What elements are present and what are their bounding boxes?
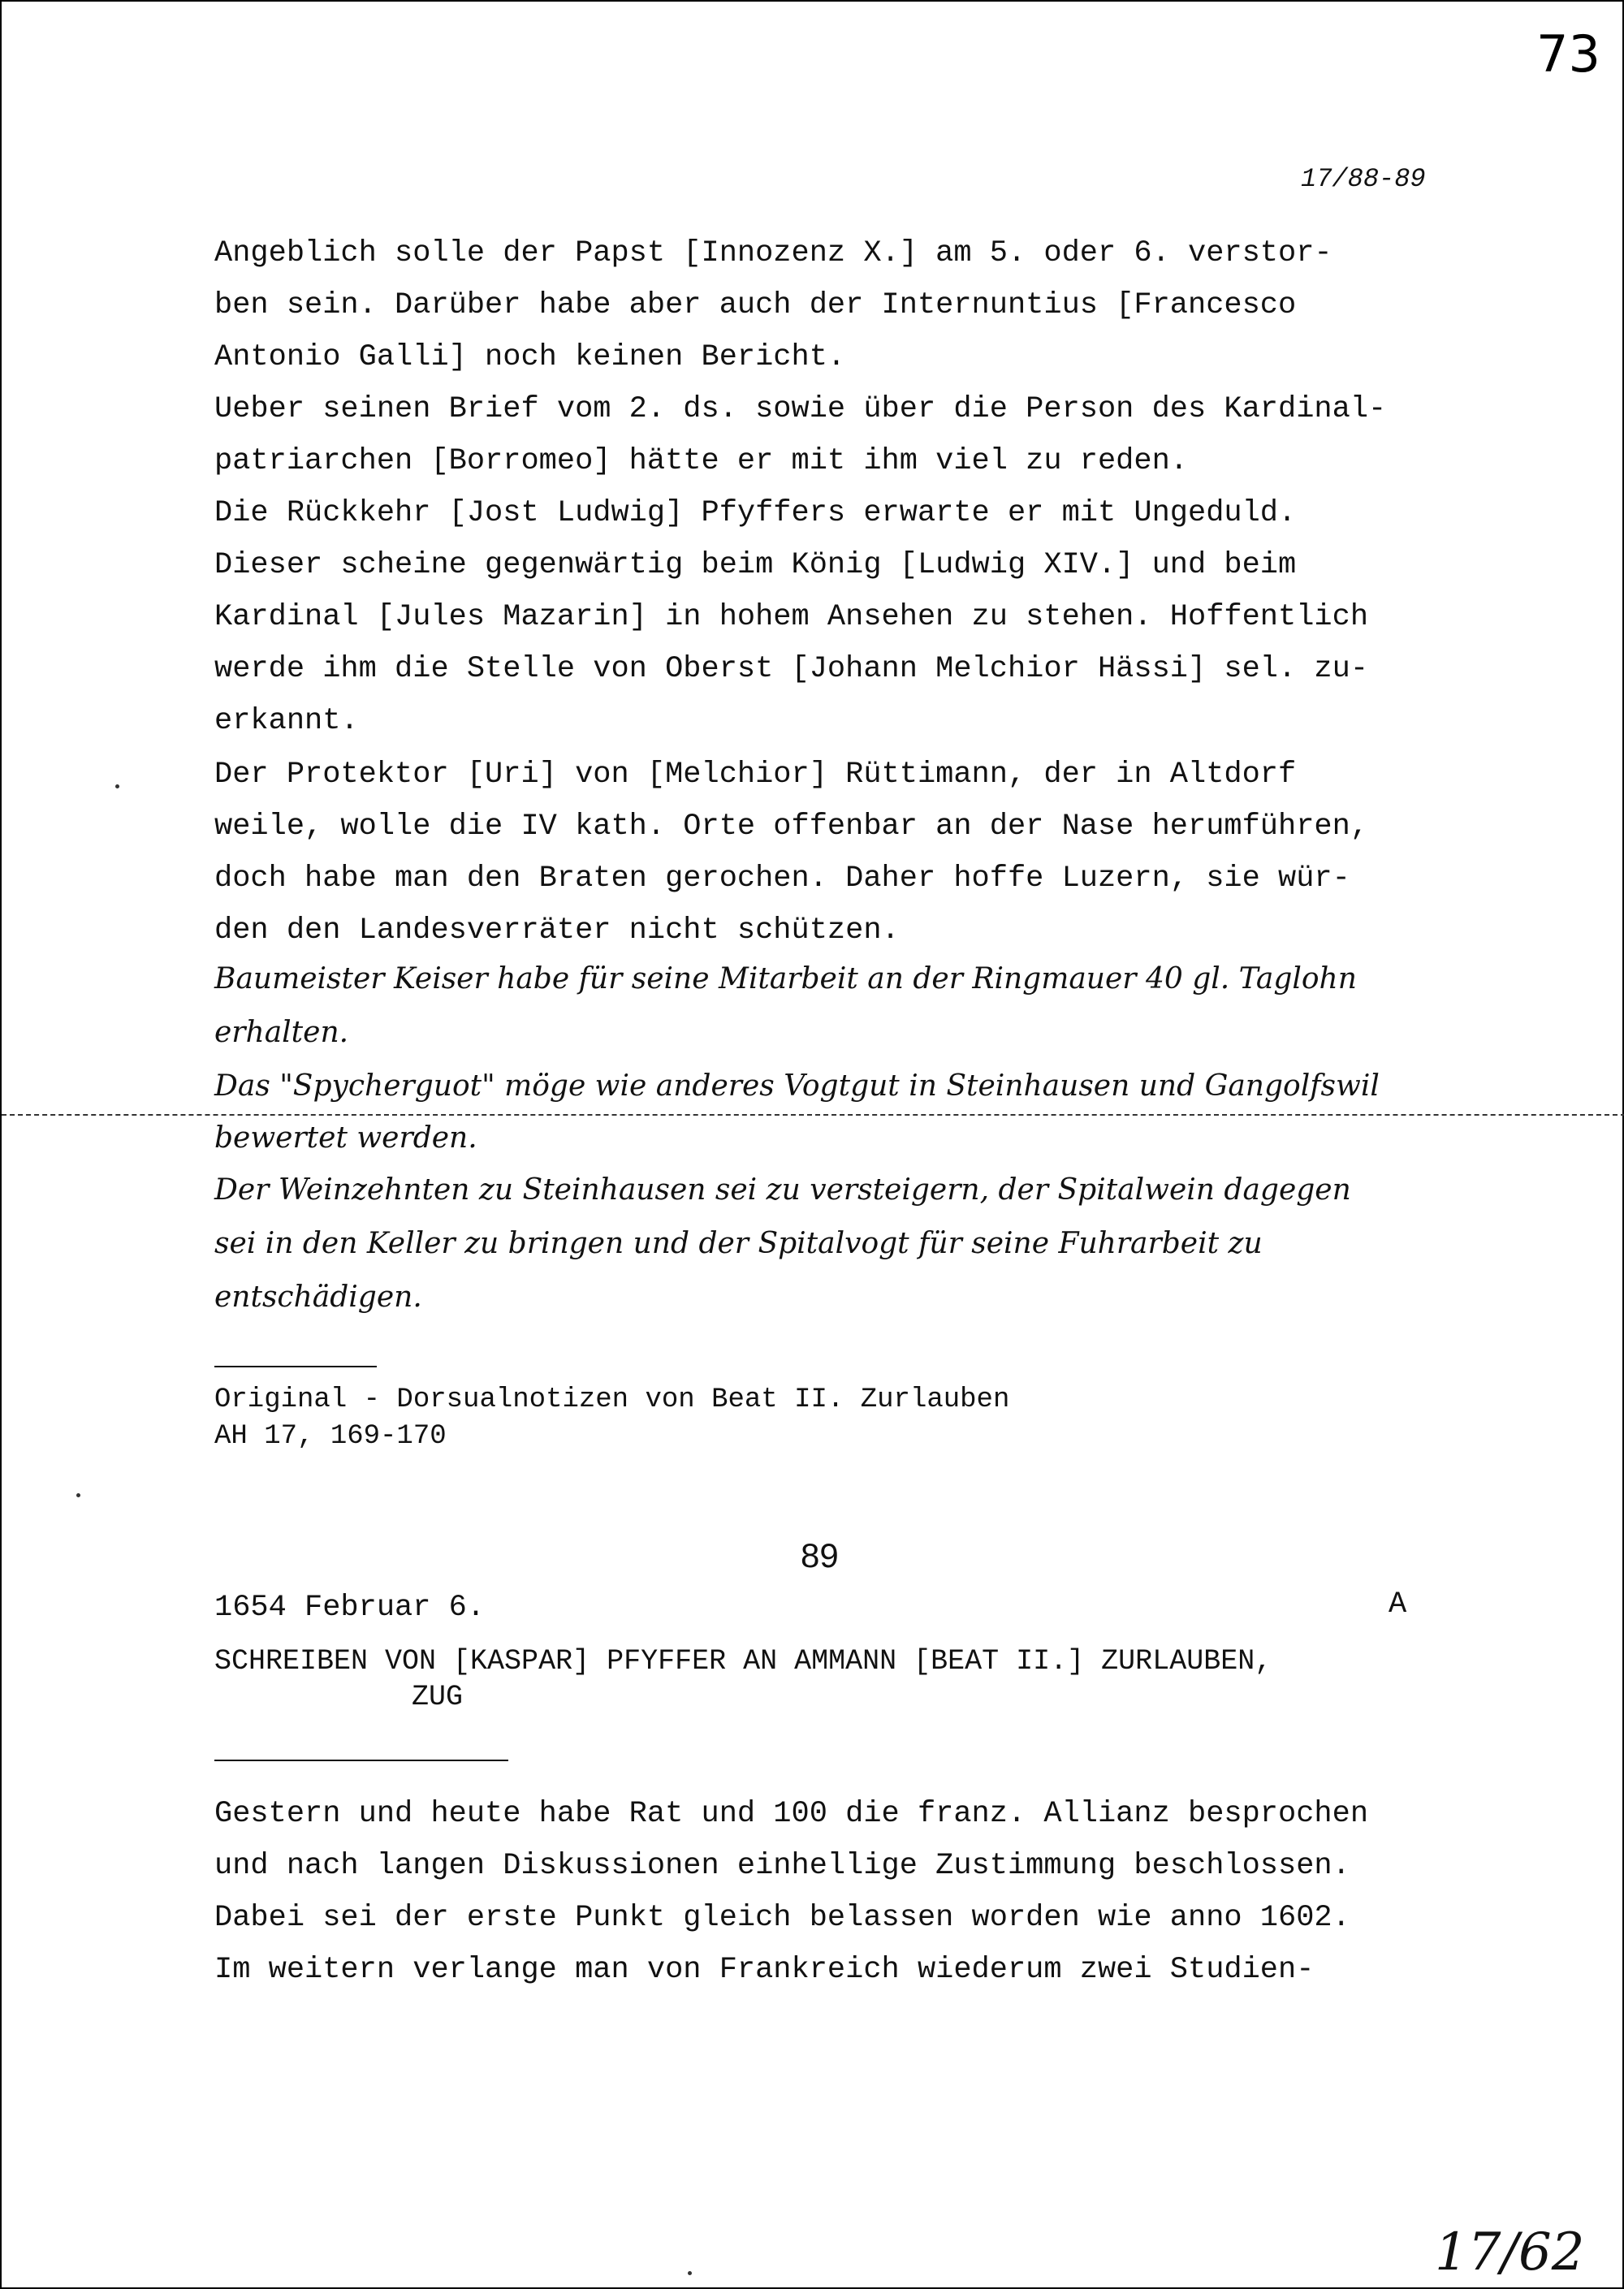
entry-marker: A (1389, 1587, 1407, 1622)
scan-speck (76, 1493, 80, 1497)
document-number: 89 (801, 1536, 839, 1574)
scan-speck (115, 784, 119, 788)
page-number: 73 (1536, 24, 1600, 84)
handwritten-line: sei in den Keller zu bringen und der Spitalvogt für seine Fuhrarbeit zu (214, 1227, 1263, 1260)
divider (214, 1760, 508, 1761)
source-note-line: Original - Dorsualnotizen von Beat II. Zurlauben (214, 1384, 1010, 1415)
handwritten-line: erhalten. (214, 1016, 349, 1049)
text-line: Dieser scheine gegenwärtig beim König [Ludwig XIV.] und beim (214, 548, 1297, 582)
divider (214, 1366, 377, 1367)
handwritten-line: bewertet werden. (214, 1121, 477, 1155)
text-line: weile, wolle die IV kath. Orte offenbar an der Nase herumführen, (214, 810, 1369, 844)
body-line: und nach langen Diskussionen einhellige Zustimmung beschlossen. (214, 1849, 1350, 1883)
reference-number: 17/88-89 (1301, 164, 1426, 194)
entry-title-cont: ZUG (412, 1681, 464, 1713)
text-line: Angeblich solle der Papst [Innozenz X.] am 5. oder 6. verstor- (214, 236, 1332, 270)
entry-date: 1654 Februar 6. (214, 1591, 486, 1625)
text-line: erkannt. (214, 704, 359, 738)
body-line: Dabei sei der erste Punkt gleich belassen worden wie anno 1602. (214, 1901, 1350, 1935)
handwritten-line: Der Weinzehnten zu Steinhausen sei zu versteigern, der Spitalwein dagegen (214, 1173, 1351, 1207)
handwritten-line: Baumeister Keiser habe für seine Mitarbeit an der Ringmauer 40 gl. Taglohn (214, 962, 1357, 995)
handwritten-line: entschädigen. (214, 1281, 422, 1314)
body-line: Gestern und heute habe Rat und 100 die franz. Allianz besprochen (214, 1797, 1369, 1831)
entry-title: SCHREIBEN VON [KASPAR] PFYFFER AN AMMANN [BEAT II.] ZURLAUBEN, (214, 1645, 1272, 1678)
text-line: ben sein. Darüber habe aber auch der Internuntius [Francesco (214, 288, 1297, 322)
text-line: Der Protektor [Uri] von [Melchior] Rüttimann, der in Altdorf (214, 758, 1297, 792)
scan-speck (688, 2271, 692, 2275)
text-line: doch habe man den Braten gerochen. Daher hoffe Luzern, sie wür- (214, 862, 1350, 896)
text-line: Antonio Galli] noch keinen Bericht. (214, 340, 846, 374)
text-line: patriarchen [Borromeo] hätte er mit ihm viel zu reden. (214, 444, 1188, 478)
text-line: werde ihm die Stelle von Oberst [Johann Melchior Hässi] sel. zu- (214, 652, 1369, 686)
source-note-line: AH 17, 169-170 (214, 1421, 447, 1452)
archive-mark: 17/62 (1435, 2222, 1585, 2283)
text-line: Ueber seinen Brief vom 2. ds. sowie über die Person des Kardinal- (214, 392, 1387, 426)
text-line: den den Landesverräter nicht schützen. (214, 913, 900, 948)
page-fold-line (2, 1114, 1624, 1116)
text-line: Kardinal [Jules Mazarin] in hohem Ansehen zu stehen. Hoffentlich (214, 600, 1369, 634)
handwritten-line: Das "Spycherguot" möge wie anderes Vogtgut in Steinhausen und Gangolfswil (214, 1069, 1380, 1103)
body-line: Im weitern verlange man von Frankreich wiederum zwei Studien- (214, 1953, 1315, 1987)
text-line: Die Rückkehr [Jost Ludwig] Pfyffers erwarte er mit Ungeduld. (214, 496, 1297, 530)
